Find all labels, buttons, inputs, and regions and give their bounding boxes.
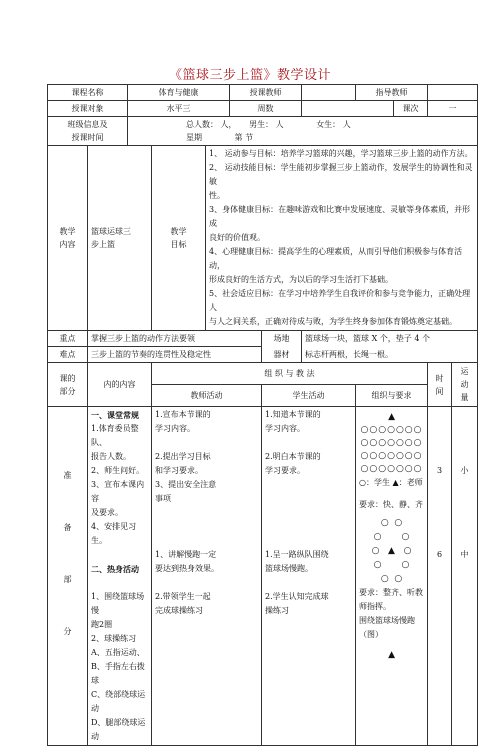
objective-line: 与人之间关系，正确对待成与败，为学生终身参加体育锻炼奠定基础。 — [209, 317, 457, 326]
load-value: 中 — [460, 550, 469, 559]
lesson-plan-table — [47, 84, 478, 746]
time-value: 3 — [436, 466, 443, 475]
prep-student-line: 1.呈一路纵队围绕 — [265, 550, 329, 559]
teacher-triangle-icon: ▲ — [388, 412, 395, 422]
track-dots-row: ○ ○ — [380, 518, 403, 528]
formation-row: ○○○○○○○ — [360, 425, 423, 435]
time-header-line: 时 — [435, 373, 444, 383]
prep-student-line: 1.知道本节课的 — [265, 410, 321, 419]
class-info-label — [48, 117, 128, 146]
teacher-value — [302, 85, 356, 101]
prep-teacher-cell — [152, 407, 262, 746]
weeks-value — [302, 101, 394, 117]
prep-content-line: C、绕部绕球运动 — [91, 690, 146, 713]
class-info-text: 班级信息及 — [67, 120, 108, 129]
prep-content-line: B、手指左右拨球 — [91, 662, 145, 685]
venue-text: 篮球场一块，篮球 X 个，垫子 4 个 — [302, 331, 478, 347]
time-value: 6 — [436, 550, 443, 559]
part-header-line: 部分 — [59, 386, 76, 396]
difficulty-label: 难点 — [48, 347, 88, 363]
topic-line: 步上篮 — [91, 240, 115, 249]
prep-part-char: 备 — [63, 523, 72, 532]
prep-student-line: 篮球场慢跑。 — [265, 564, 314, 573]
prep-student-line: 操练习 — [265, 606, 290, 615]
prep-content-line: 1.体育委员整队、 — [91, 424, 139, 447]
goals-label — [152, 146, 206, 331]
prep-content-line: A、五指运动、 — [91, 648, 145, 657]
track-dots-row: ○ ○ — [373, 560, 410, 570]
topic-cell — [88, 146, 152, 331]
prep-student-line — [265, 506, 352, 520]
prep-student-line: 2.学生认知完成球 — [265, 592, 329, 601]
prep-content-line: 二、热身活动 — [91, 564, 139, 574]
time-label: 授课时间 — [71, 133, 104, 142]
organization-header: 组 织 与 教 法 — [152, 363, 428, 385]
equipment-text: 标志杆两根，长绳一根。 — [302, 347, 478, 363]
prep-teacher-line: 事项 — [155, 494, 171, 503]
prep-organization-cell — [356, 407, 428, 746]
course-name-value: 体育与健康 — [128, 85, 230, 101]
prep-teacher-line: 要达到热身效果。 — [155, 564, 219, 573]
content-label: 内容 — [59, 240, 76, 249]
key-text: 掌握三步上篮的动作方法要领 — [88, 331, 262, 347]
prep-content-line: 报告人数。 — [91, 452, 131, 461]
objective-line: 5、社会适应目标：在学习中培养学生自我评价和参与竞争能力，正确处理人 — [209, 289, 471, 312]
prep-part-char: 分 — [63, 627, 72, 636]
teaching-content-label — [48, 146, 88, 331]
load-value: 小 — [460, 466, 469, 475]
audience-label: 授课对象 — [48, 101, 128, 117]
running-track-diagram — [359, 516, 424, 586]
goals-label-line: 目标 — [170, 240, 187, 249]
prep-content-line: 2、师生问好。 — [91, 466, 145, 475]
class-info-value — [128, 117, 478, 146]
equipment-label: 器材 — [262, 347, 302, 363]
load-header-line: 动 — [460, 380, 469, 389]
objective-line: 1、 运动参与目标：培养学习篮球的兴趣，学习篮球三步上篮的动作方法。 — [209, 149, 473, 158]
prep-teacher-line: 学习内容。 — [155, 424, 195, 433]
formation-row: ○○○○○○○ — [360, 451, 423, 461]
prep-teacher-line: 完成球操练习 — [155, 606, 203, 615]
female-students: 女生： 人 — [316, 120, 351, 129]
formation-row: ○○○○○○○ — [360, 438, 423, 448]
prep-part-char: 部 — [63, 575, 72, 584]
prep-teacher-line: 1、讲解慢跑一定 — [155, 550, 217, 559]
instructor-value — [428, 85, 478, 101]
prep-student-line — [265, 478, 352, 492]
prep-student-line — [265, 436, 352, 450]
topic-line: 篮球运球三 — [91, 227, 131, 236]
requirement-2: 要求：整齐、听教师指挥。 — [359, 588, 424, 611]
prep-content-line: D、腿部绕球运动 — [91, 718, 146, 741]
prep-student-line: 学习内容。 — [265, 424, 306, 433]
prep-content-line — [91, 548, 148, 562]
part-header — [48, 363, 88, 407]
prep-student-line — [265, 492, 352, 506]
prep-teacher-line — [155, 506, 258, 520]
lesson-value: 一 — [428, 101, 478, 117]
objective-line: 性。 — [209, 191, 225, 200]
prep-teacher-line: 2.带领学生一起 — [155, 592, 211, 601]
weeks-label: 周数 — [230, 101, 302, 117]
prep-teacher-line: 3、提出安全注意 — [155, 480, 217, 489]
objective-line: 4、心理健康目标：提高学生的心理素质，从而引导他们积极参与体育活动， — [209, 247, 463, 270]
requirement-1: 要求：快、静、齐 — [359, 500, 424, 509]
time-header — [428, 363, 452, 407]
objectives-cell — [206, 146, 478, 331]
prep-student-line — [265, 520, 352, 534]
prep-teacher-line: 和学习要求。 — [155, 466, 203, 475]
teaching-label: 教学 — [59, 227, 76, 236]
prep-teacher-line — [155, 436, 258, 450]
total-students: 总人数： 人， — [186, 120, 237, 129]
prep-student-line — [265, 576, 352, 590]
part-header-line: 课的 — [59, 373, 76, 383]
org-requirements-header: 组织与要求 — [356, 385, 428, 407]
weekday-label: 星期 — [186, 133, 202, 142]
requirement-3: 围绕篮球场慢跑（图） — [359, 616, 416, 639]
course-name-label: 课程名称 — [48, 85, 128, 101]
key-label: 重点 — [48, 331, 88, 347]
content-header: 内的内容 — [88, 363, 152, 407]
objective-line: 2、 运动技能目标：学生能初步掌握三步上篮动作，发展学生的协调性和灵敏 — [209, 163, 473, 186]
prep-content-line: 1、围绕篮球场慢 — [91, 592, 145, 615]
teacher-triangle-icon: ▲ — [388, 650, 395, 660]
prep-content-line: 及要求。 — [91, 508, 123, 517]
document-title: 《篮球三步上篮》教学设计 — [168, 68, 331, 83]
student-activity-header: 学生活动 — [262, 385, 356, 407]
male-students: 男生： 人 — [249, 120, 284, 129]
prep-content-line: 一、课堂常规 — [91, 410, 139, 420]
prep-content-line — [91, 576, 148, 590]
prep-part-label — [48, 407, 88, 746]
lesson-label: 课次 — [394, 101, 428, 117]
teacher-label: 授课教师 — [230, 85, 302, 101]
prep-load-cell — [452, 407, 478, 746]
prep-teacher-line — [155, 520, 258, 534]
level-value: 水平三 — [128, 101, 230, 117]
prep-student-line: 学习要求。 — [265, 466, 306, 475]
formation-diagram-2 — [359, 648, 424, 662]
prep-content-line: 3、宣布本课内容 — [91, 480, 145, 503]
track-dots-row: ○ ○ — [373, 532, 410, 542]
load-header-line: 量 — [460, 393, 469, 402]
formation-diagram-1 — [359, 410, 424, 476]
track-dots-row: ○ ▲ ○ — [371, 546, 412, 556]
prep-student-cell — [262, 407, 356, 746]
instructor-label: 指导教师 — [356, 85, 428, 101]
period-label: 第 节 — [234, 133, 254, 142]
prep-teacher-line — [155, 534, 258, 548]
goals-label-line: 教学 — [170, 227, 187, 236]
load-header — [452, 363, 478, 407]
objective-line: 良好的价值观。 — [209, 233, 265, 242]
prep-teacher-line: 1.宣布本节课的 — [155, 410, 211, 419]
track-dots-row: ○ ○ — [380, 574, 403, 584]
prep-time-cell — [428, 407, 452, 746]
load-header-line: 运 — [460, 367, 469, 376]
prep-content-cell — [88, 407, 152, 746]
prep-content-line: 跑2圈 — [91, 620, 113, 629]
time-header-line: 间 — [435, 386, 444, 396]
prep-content-line: 2、球操练习 — [91, 634, 137, 643]
formation-row: ○○○○○○○ — [360, 464, 423, 474]
formation-legend: ○：学生 ▲：老师 — [359, 478, 423, 487]
objective-line: 形成良好的生活方式，为以后的学习生活打下基础。 — [209, 275, 393, 284]
prep-student-line — [265, 534, 352, 548]
objective-line: 3、身体健康目标：在趣味游戏和比赛中发展速度、灵敏等身体素质，并形成 — [209, 205, 471, 228]
prep-teacher-line — [155, 576, 258, 590]
prep-part-char: 准 — [63, 471, 72, 480]
difficulty-text: 三步上篮的节奏的连贯性及稳定性 — [88, 347, 262, 363]
prep-student-line: 2.明白本节课的 — [265, 452, 321, 461]
venue-label: 场地 — [262, 331, 302, 347]
teacher-activity-header: 教师活动 — [152, 385, 262, 407]
prep-teacher-line: 2.提出学习目标 — [155, 452, 211, 461]
prep-content-line: 4、安排见习生。 — [91, 522, 137, 545]
